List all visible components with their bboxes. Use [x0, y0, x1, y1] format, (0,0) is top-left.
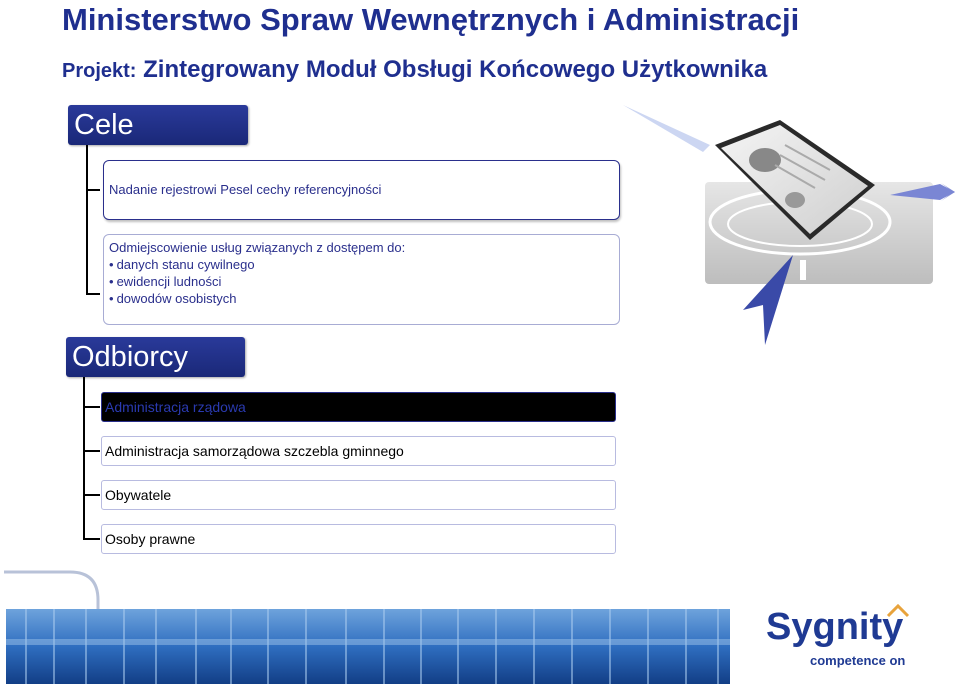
page-title: Ministerstwo Spraw Wewnętrznych i Administracji — [62, 2, 800, 37]
odbiorcy-item-1: Administracja rządowa — [101, 392, 616, 422]
cele-item-2-title: Odmiejscowienie usług związanych z dostępem do: — [109, 240, 406, 255]
id-card-illustration — [615, 100, 960, 350]
list-item: • dowodów osobistych — [109, 290, 405, 307]
footer-banner — [6, 609, 730, 684]
list-item: • danych stanu cywilnego — [109, 256, 405, 273]
cele-tree-line — [86, 145, 88, 295]
odbiorcy-tick-2 — [83, 450, 100, 452]
odbiorcy-tick-1 — [83, 406, 100, 408]
logo-mark-icon — [886, 604, 910, 618]
decorative-curve — [0, 570, 110, 610]
cele-item-2 — [103, 234, 620, 325]
logo-tagline: competence on — [810, 653, 906, 668]
odbiorcy-item-3: Obywatele — [101, 480, 616, 510]
project-name: Zintegrowany Moduł Obsługi Końcowego Użytkownika — [143, 56, 768, 83]
cele-item-2-bullets — [109, 256, 405, 307]
cele-heading: Cele — [68, 105, 248, 145]
cele-tick-2 — [86, 293, 100, 295]
odbiorcy-heading: Odbiorcy — [66, 337, 245, 377]
odbiorcy-item-4: Osoby prawne — [101, 524, 616, 554]
cele-tick-1 — [86, 189, 100, 191]
odbiorcy-tree-line — [83, 377, 85, 539]
arrow-top-left-icon — [623, 105, 710, 152]
logo-brand: Sygnity — [766, 606, 904, 648]
cele-item-2-content — [109, 239, 405, 307]
project-subtitle — [62, 56, 767, 84]
odbiorcy-tick-3 — [83, 494, 100, 496]
sygnity-logo — [766, 606, 926, 672]
odbiorcy-item-2: Administracja samorządowa szczebla gminnego — [101, 436, 616, 466]
cele-item-1 — [103, 160, 620, 220]
list-item: • ewidencji ludności — [109, 273, 405, 290]
project-label: Projekt: — [62, 60, 137, 82]
odbiorcy-tick-4 — [83, 538, 100, 540]
cele-item-1-text: Nadanie rejestrowi Pesel cechy referencyjności — [109, 182, 382, 197]
